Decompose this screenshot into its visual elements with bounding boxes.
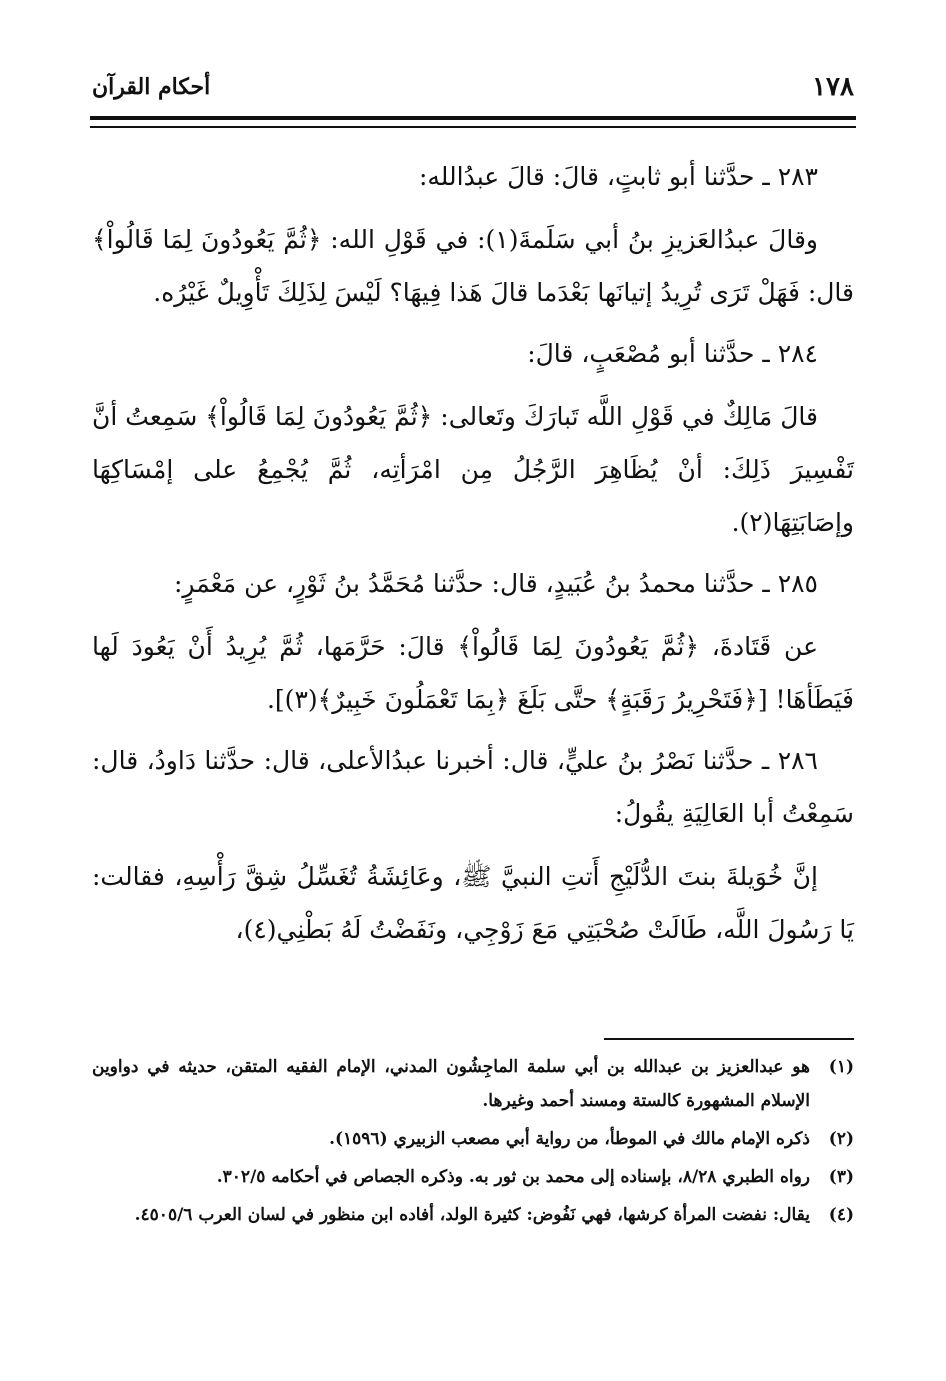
- paragraph-hadith-284-chain: ٢٨٤ ـ حدَّثنا أبو مُصْعَبٍ، قالَ:: [527, 339, 818, 368]
- footnote-1: [92, 1050, 854, 1118]
- paragraph-hadith-283-text: وقالَ عبدُالعَزيزِ بنُ أبي سَلَمةَ(١): في قَوْلِ الله: ﴿ثُمَّ يَعُودُونَ لِمَا قَالُواْ﴾ قال: فَهَلْ تَرَى تُرِيدُ إتيانَها بَعْدَما قالَ هَذا فِيهَا؟ لَيْسَ لِذَلِكَ تَأْوِيلٌ غَيْرُه.: [92, 225, 854, 307]
- paragraph-hadith-283-chain: ٢٨٣ ـ حدَّثنا أبو ثابتٍ، قالَ: قالَ عبدُالله:: [418, 162, 818, 191]
- paragraph-hadith-284-text: قالَ مَالِكٌ في قَوْلِ اللَّه تَبارَكَ وتَعالى: ﴿ثُمَّ يَعُودُونَ لِمَا قَالُواْ﴾ سَمِعتُ أنَّ تَفْسِيرَ ذَلِكَ: أنْ يُظَاهِرَ الرَّجُلُ مِن امْرَأتِه، ثُمَّ يُجْمِعُ على إمْسَاكِهَا وإصَابَتِهَا(٢).: [92, 402, 854, 537]
- footnote-2: [92, 1122, 854, 1156]
- paragraph-hadith-286-chain: ٢٨٦ ـ حدَّثنا نَصْرُ بنُ عليٍّ، قال: أخبرنا عبدُالأعلى، قال: حدَّثنا دَاودُ، قال: سَمِعْتُ أبا العَالِيَةِ يقُولُ:: [92, 746, 854, 828]
- footnote-number: (١): [828, 1057, 854, 1077]
- header-rule-thin: [90, 126, 856, 128]
- header-rule-thick: [90, 116, 856, 120]
- footnotes: [92, 1050, 854, 1236]
- page-number: ١٧٨: [812, 72, 854, 102]
- footnote-separator: [604, 1038, 854, 1040]
- footnote-number: (٣): [828, 1167, 854, 1187]
- running-title: أحكام القرآن: [92, 74, 211, 100]
- page-header: [92, 72, 854, 112]
- footnote-3: [92, 1160, 854, 1194]
- main-text: [92, 150, 854, 964]
- footnote-number: (٤): [828, 1205, 854, 1225]
- paragraph-hadith-285-text: عن قَتَادةَ، ﴿ثُمَّ يَعُودُونَ لِمَا قَالُواْ﴾ قالَ: حَرَّمَها، ثُمَّ يُرِيدُ أَنْ يَعُودَ لَها فَيَطَأهَا! [﴿فَتَحْرِيرُ رَقَبَةٍ﴾ حتَّى بَلَغَ ﴿بِمَا تَعْمَلُونَ خَبِيرٌ﴾(٣)].: [92, 632, 854, 714]
- paragraph-hadith-286-text: إنَّ خُوَيلةَ بنتَ الدُّلَيْجِ أَتتِ النبيَّ ﷺ، وعَائِشَةُ تُغَسِّلُ شِقَّ رَأْسِهِ، فقالت: يَا رَسُولَ اللَّه، طَالَتْ صُحْبَتِي مَعَ زَوْجِي، ونَفَضْتُ لَهُ بَطْنِي(٤)،: [92, 862, 854, 944]
- footnote-text: هو عبدالعزيز بن عبدالله بن أبي سلمة الماجِشُون المدني، الإمام الفقيه المتقن، حديثه في دواوين الإسلام المشهورة كالستة ومسند أحمد وغيرها.: [92, 1057, 810, 1111]
- footnote-4: [92, 1198, 854, 1232]
- paragraph-hadith-285-chain: ٢٨٥ ـ حدَّثنا محمدُ بنُ عُبَيدٍ، قال: حدَّثنا مُحَمَّدُ بنُ ثَوْرٍ، عن مَعْمَرٍ:: [174, 569, 818, 598]
- footnote-text: ذكره الإمام مالك في الموطأ، من رواية أبي مصعب الزبيري (١٥٩٦).: [329, 1129, 810, 1149]
- footnote-number: (٢): [828, 1129, 854, 1149]
- footnote-text: رواه الطبري ٨/٢٨، بإسناده إلى محمد بن ثور به. وذكره الجصاص في أحكامه ٣٠٢/٥.: [216, 1167, 810, 1187]
- footnote-text: يقال: نفضت المرأة كرشها، فهي نَفُوض: كثيرة الولد، أفاده ابن منظور في لسان العرب ٤٥٠٥/٦.: [134, 1205, 810, 1225]
